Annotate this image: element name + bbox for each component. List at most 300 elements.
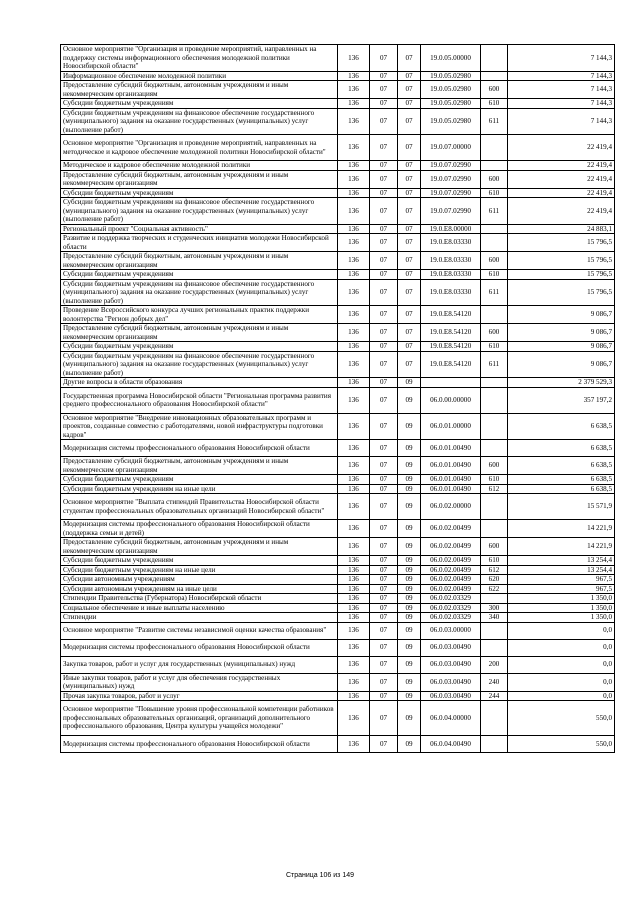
table-row [61, 71, 615, 81]
row-expense-type [481, 701, 508, 736]
table-row [61, 475, 615, 485]
table-row [61, 613, 615, 623]
row-subsection: 09 [398, 575, 421, 585]
row-target: 19.0.07.02990 [421, 198, 481, 225]
row-target: 19.0.E8.54120 [421, 324, 481, 342]
row-target: 19.0.07.00000 [421, 135, 481, 161]
row-target [421, 378, 481, 388]
row-ministry: 136 [338, 324, 370, 342]
row-target: 06.0.03.00490 [421, 656, 481, 673]
table-row [61, 556, 615, 566]
row-sum: 9 086,7 [508, 342, 615, 352]
table-row [61, 457, 615, 475]
table-row [61, 279, 615, 306]
row-expense-type [481, 639, 508, 656]
row-subsection: 07 [398, 270, 421, 280]
row-subsection: 07 [398, 234, 421, 252]
row-ministry: 136 [338, 494, 370, 520]
row-expense-type: 340 [481, 613, 508, 623]
row-section: 07 [370, 520, 398, 538]
row-sum: 7 144,3 [508, 99, 615, 109]
row-sum: 7 144,3 [508, 45, 615, 72]
table-row [61, 387, 615, 413]
row-ministry: 136 [338, 457, 370, 475]
row-ministry: 136 [338, 224, 370, 234]
row-section: 07 [370, 736, 398, 753]
row-target: 06.0.01.00490 [421, 475, 481, 485]
row-ministry: 136 [338, 234, 370, 252]
row-subsection: 09 [398, 440, 421, 457]
row-expense-type: 600 [481, 252, 508, 270]
table-row [61, 520, 615, 538]
row-ministry: 136 [338, 691, 370, 701]
row-ministry: 136 [338, 538, 370, 556]
table-row [61, 673, 615, 691]
row-target: 19.0.E8.54120 [421, 306, 481, 324]
row-sum: 24 883,1 [508, 224, 615, 234]
row-target: 19.0.E8.03330 [421, 270, 481, 280]
row-expense-type [481, 224, 508, 234]
row-name: Субсидии автономным учреждениям [61, 575, 338, 585]
row-expense-type [481, 71, 508, 81]
row-expense-type: 300 [481, 603, 508, 613]
row-sum: 6 638,5 [508, 484, 615, 494]
row-name: Прочая закупка товаров, работ и услуг [61, 691, 338, 701]
row-section: 07 [370, 440, 398, 457]
table-row [61, 45, 615, 72]
row-name: Региональный проект "Социальная активность" [61, 224, 338, 234]
row-name: Субсидии бюджетным учреждениям на иные цели [61, 565, 338, 575]
table-row [61, 603, 615, 613]
row-subsection: 09 [398, 378, 421, 388]
row-section: 07 [370, 342, 398, 352]
table-row [61, 594, 615, 604]
row-sum: 0,0 [508, 639, 615, 656]
row-section: 07 [370, 457, 398, 475]
row-subsection: 07 [398, 351, 421, 378]
row-sum: 0,0 [508, 656, 615, 673]
row-ministry: 136 [338, 475, 370, 485]
row-sum: 6 638,5 [508, 440, 615, 457]
row-expense-type: 612 [481, 565, 508, 575]
row-expense-type [481, 378, 508, 388]
row-section: 07 [370, 594, 398, 604]
row-expense-type: 600 [481, 324, 508, 342]
row-sum: 9 086,7 [508, 306, 615, 324]
row-section: 07 [370, 613, 398, 623]
table-row [61, 701, 615, 736]
row-expense-type: 622 [481, 584, 508, 594]
row-section: 07 [370, 252, 398, 270]
row-name: Субсидии бюджетным учреждениям [61, 188, 338, 198]
table-row [61, 81, 615, 99]
row-section: 07 [370, 584, 398, 594]
row-expense-type: 610 [481, 270, 508, 280]
row-expense-type [481, 306, 508, 324]
row-name: Основное мероприятие "Развитие системы независимой оценки качества образования" [61, 622, 338, 639]
row-ministry: 136 [338, 556, 370, 566]
row-section: 07 [370, 108, 398, 135]
row-sum: 1 350,0 [508, 613, 615, 623]
row-section: 07 [370, 622, 398, 639]
row-target: 06.0.01.00000 [421, 413, 481, 440]
row-name: Модернизация системы профессионального образования Новосибирской области [61, 440, 338, 457]
row-sum: 1 350,0 [508, 594, 615, 604]
row-ministry: 136 [338, 622, 370, 639]
row-section: 07 [370, 188, 398, 198]
table-row [61, 622, 615, 639]
row-name: Субсидии бюджетным учреждениям [61, 99, 338, 109]
row-target: 06.0.02.03329 [421, 613, 481, 623]
row-ministry: 136 [338, 279, 370, 306]
table-row [61, 135, 615, 161]
row-subsection: 07 [398, 252, 421, 270]
row-expense-type: 200 [481, 656, 508, 673]
row-sum: 22 419,4 [508, 170, 615, 188]
row-subsection: 09 [398, 594, 421, 604]
row-section: 07 [370, 351, 398, 378]
row-ministry: 136 [338, 351, 370, 378]
row-ministry: 136 [338, 252, 370, 270]
row-ministry: 136 [338, 270, 370, 280]
budget-table-body [61, 45, 615, 753]
row-subsection: 09 [398, 494, 421, 520]
row-target: 06.0.04.00490 [421, 736, 481, 753]
row-expense-type [481, 387, 508, 413]
row-ministry: 136 [338, 108, 370, 135]
row-name: Государственная программа Новосибирской области "Региональная программа развития среднего профессионального образования Новосибирской области" [61, 387, 338, 413]
row-ministry: 136 [338, 656, 370, 673]
row-expense-type [481, 736, 508, 753]
row-section: 07 [370, 387, 398, 413]
row-expense-type [481, 234, 508, 252]
row-expense-type: 610 [481, 188, 508, 198]
row-target: 19.0.07.02990 [421, 188, 481, 198]
row-section: 07 [370, 279, 398, 306]
row-sum: 0,0 [508, 691, 615, 701]
row-name: Информационное обеспечение молодежной политики [61, 71, 338, 81]
row-name: Закупка товаров, работ и услуг для государственных (муниципальных) нужд [61, 656, 338, 673]
row-ministry: 136 [338, 170, 370, 188]
row-target: 06.0.00.00000 [421, 387, 481, 413]
row-section: 07 [370, 135, 398, 161]
row-ministry: 136 [338, 594, 370, 604]
row-section: 07 [370, 99, 398, 109]
row-target: 06.0.02.00499 [421, 520, 481, 538]
row-section: 07 [370, 161, 398, 171]
row-name: Предоставление субсидий бюджетным, автономным учреждениям и иным некоммерческим организациям [61, 170, 338, 188]
row-section: 07 [370, 575, 398, 585]
row-section: 07 [370, 673, 398, 691]
table-row [61, 170, 615, 188]
row-section: 07 [370, 538, 398, 556]
row-section: 07 [370, 639, 398, 656]
row-ministry: 136 [338, 575, 370, 585]
row-sum: 22 419,4 [508, 198, 615, 225]
row-expense-type: 600 [481, 538, 508, 556]
row-subsection: 07 [398, 99, 421, 109]
row-subsection: 09 [398, 622, 421, 639]
row-name: Основное мероприятие "Внедрение инновационных образовательных программ и проектов, созданные совместно с работодателями, новой инфраструктуры подготовки кадров" [61, 413, 338, 440]
row-subsection: 07 [398, 279, 421, 306]
row-target: 19.0.E8.54120 [421, 342, 481, 352]
row-sum: 9 086,7 [508, 324, 615, 342]
row-target: 06.0.02.00499 [421, 575, 481, 585]
row-expense-type [481, 622, 508, 639]
row-target: 19.0.05.02980 [421, 108, 481, 135]
row-target: 19.0.E8.03330 [421, 234, 481, 252]
row-name: Стипендии [61, 613, 338, 623]
row-sum: 22 419,4 [508, 135, 615, 161]
row-section: 07 [370, 691, 398, 701]
row-subsection: 09 [398, 520, 421, 538]
row-section: 07 [370, 270, 398, 280]
row-sum: 7 144,3 [508, 81, 615, 99]
row-sum: 15 796,5 [508, 252, 615, 270]
row-section: 07 [370, 198, 398, 225]
row-name: Основное мероприятие "Повышение уровня профессиональной компетенции работников профессиональных образовательных организаций, организаций дополнительного профессионального образования, Центра культуры учащейся молодежи" [61, 701, 338, 736]
row-subsection: 09 [398, 701, 421, 736]
row-subsection: 09 [398, 639, 421, 656]
table-row [61, 270, 615, 280]
row-section: 07 [370, 324, 398, 342]
row-section: 07 [370, 234, 398, 252]
row-ministry: 136 [338, 584, 370, 594]
row-subsection: 09 [398, 556, 421, 566]
table-row [61, 198, 615, 225]
row-expense-type: 244 [481, 691, 508, 701]
row-sum: 15 571,9 [508, 494, 615, 520]
row-section: 07 [370, 81, 398, 99]
row-expense-type [481, 413, 508, 440]
row-target: 06.0.03.00490 [421, 673, 481, 691]
table-row [61, 108, 615, 135]
budget-table-page [60, 44, 614, 753]
row-section: 07 [370, 603, 398, 613]
row-sum: 6 638,5 [508, 475, 615, 485]
row-sum: 7 144,3 [508, 108, 615, 135]
row-section: 07 [370, 565, 398, 575]
row-section: 07 [370, 656, 398, 673]
row-expense-type: 610 [481, 99, 508, 109]
row-name: Модернизация системы профессионального образования Новосибирской области [61, 639, 338, 656]
row-subsection: 09 [398, 656, 421, 673]
row-name: Основное мероприятие "Организация и проведение мероприятий, направленных на методическое и кадровое обеспечение молодежной политики Новосибирской области" [61, 135, 338, 161]
table-row [61, 440, 615, 457]
row-sum: 550,0 [508, 701, 615, 736]
row-sum: 15 796,5 [508, 234, 615, 252]
row-subsection: 09 [398, 538, 421, 556]
table-row [61, 252, 615, 270]
row-subsection: 07 [398, 161, 421, 171]
row-sum: 14 221,9 [508, 520, 615, 538]
row-target: 06.0.03.00490 [421, 691, 481, 701]
row-section: 07 [370, 475, 398, 485]
row-subsection: 07 [398, 135, 421, 161]
row-sum: 550,0 [508, 736, 615, 753]
row-ministry: 136 [338, 306, 370, 324]
row-sum: 13 254,4 [508, 556, 615, 566]
row-sum: 6 638,5 [508, 457, 615, 475]
row-sum: 6 638,5 [508, 413, 615, 440]
row-expense-type: 620 [481, 575, 508, 585]
row-name: Развитие и поддержка творческих и студенческих инициатив молодежи Новосибирской области [61, 234, 338, 252]
row-sum: 15 796,5 [508, 270, 615, 280]
row-subsection: 09 [398, 584, 421, 594]
row-expense-type: 610 [481, 475, 508, 485]
table-row [61, 234, 615, 252]
row-ministry: 136 [338, 198, 370, 225]
row-target: 06.0.01.00490 [421, 457, 481, 475]
row-name: Иные закупки товаров, работ и услуг для обеспечения государственных (муниципальных) нужд [61, 673, 338, 691]
row-expense-type: 611 [481, 198, 508, 225]
row-sum: 967,5 [508, 584, 615, 594]
row-expense-type: 240 [481, 673, 508, 691]
row-name: Субсидии автономным учреждениям на иные цели [61, 584, 338, 594]
row-subsection: 07 [398, 224, 421, 234]
row-section: 07 [370, 494, 398, 520]
table-row [61, 188, 615, 198]
table-row [61, 565, 615, 575]
row-expense-type [481, 520, 508, 538]
row-target: 19.0.E8.00000 [421, 224, 481, 234]
row-ministry: 136 [338, 639, 370, 656]
row-ministry: 136 [338, 342, 370, 352]
row-ministry: 136 [338, 520, 370, 538]
row-name: Субсидии бюджетным учреждениям на финансовое обеспечение государственного (муниципального) задания на оказание государственных (муниципальных) услуг (выполнение работ) [61, 279, 338, 306]
row-expense-type [481, 135, 508, 161]
row-section: 07 [370, 413, 398, 440]
row-name: Методическое и кадровое обеспечение молодежной политики [61, 161, 338, 171]
row-name: Социальное обеспечение и иные выплаты населению [61, 603, 338, 613]
row-name: Предоставление субсидий бюджетным, автономным учреждениям и иным некоммерческим организациям [61, 252, 338, 270]
row-name: Стипендии Правительства (Губернатора) Новосибирской области [61, 594, 338, 604]
row-section: 07 [370, 170, 398, 188]
row-ministry: 136 [338, 71, 370, 81]
row-subsection: 07 [398, 71, 421, 81]
row-subsection: 09 [398, 613, 421, 623]
row-target: 06.0.02.03329 [421, 603, 481, 613]
page-number: Страница 106 из 149 [285, 872, 355, 879]
row-expense-type [481, 161, 508, 171]
row-section: 07 [370, 701, 398, 736]
table-row [61, 342, 615, 352]
row-name: Модернизация системы профессионального образования Новосибирской области [61, 736, 338, 753]
row-subsection: 09 [398, 484, 421, 494]
row-subsection: 07 [398, 342, 421, 352]
row-name: Предоставление субсидий бюджетным, автономным учреждениям и иным некоммерческим организациям [61, 538, 338, 556]
row-sum: 22 419,4 [508, 188, 615, 198]
row-target: 06.0.01.00490 [421, 484, 481, 494]
row-subsection: 09 [398, 691, 421, 701]
row-sum: 357 197,2 [508, 387, 615, 413]
row-name: Основное мероприятие "Выплата стипендий Правительства Новосибирской области студентам профессиональных образовательных организаций Новосибирской области" [61, 494, 338, 520]
row-expense-type: 610 [481, 342, 508, 352]
table-row [61, 584, 615, 594]
row-target: 19.0.07.02990 [421, 170, 481, 188]
table-row [61, 484, 615, 494]
row-target: 06.0.02.00499 [421, 538, 481, 556]
row-sum: 967,5 [508, 575, 615, 585]
row-ministry: 136 [338, 378, 370, 388]
table-row [61, 161, 615, 171]
row-ministry: 136 [338, 387, 370, 413]
table-row [61, 306, 615, 324]
table-row [61, 656, 615, 673]
row-name: Основное мероприятие "Организация и проведение мероприятий, направленных на поддержку системы информационного обеспечения молодежной политики Новосибирской области" [61, 45, 338, 72]
row-section: 07 [370, 45, 398, 72]
row-target: 19.0.E8.54120 [421, 351, 481, 378]
row-name: Предоставление субсидий бюджетным, автономным учреждениям и иным некоммерческим организациям [61, 324, 338, 342]
row-target: 19.0.07.02990 [421, 161, 481, 171]
table-row [61, 99, 615, 109]
row-subsection: 09 [398, 457, 421, 475]
row-name: Субсидии бюджетным учреждениям на иные цели [61, 484, 338, 494]
row-ministry: 136 [338, 613, 370, 623]
row-subsection: 09 [398, 475, 421, 485]
row-expense-type: 611 [481, 351, 508, 378]
row-expense-type [481, 45, 508, 72]
row-expense-type: 600 [481, 457, 508, 475]
row-subsection: 07 [398, 198, 421, 225]
row-subsection: 07 [398, 306, 421, 324]
row-target: 06.0.02.00499 [421, 584, 481, 594]
row-name: Субсидии бюджетным учреждениям на финансовое обеспечение государственного (муниципального) задания на оказание государственных (муниципальных) услуг (выполнение работ) [61, 108, 338, 135]
row-expense-type: 600 [481, 81, 508, 99]
row-name: Модернизация системы профессионального образования Новосибирской области (поддержка семьи и детей) [61, 520, 338, 538]
row-name: Другие вопросы в области образования [61, 378, 338, 388]
row-expense-type [481, 440, 508, 457]
row-name: Проведение Всероссийского конкурса лучших региональных практик поддержки волонтерства "Регион добрых дел" [61, 306, 338, 324]
row-sum: 2 379 529,3 [508, 378, 615, 388]
row-ministry: 136 [338, 413, 370, 440]
row-subsection: 09 [398, 603, 421, 613]
table-row [61, 413, 615, 440]
row-target: 06.0.02.00499 [421, 556, 481, 566]
row-ministry: 136 [338, 188, 370, 198]
row-name: Субсидии бюджетным учреждениям [61, 475, 338, 485]
row-ministry: 136 [338, 736, 370, 753]
row-section: 07 [370, 378, 398, 388]
row-ministry: 136 [338, 701, 370, 736]
row-ministry: 136 [338, 81, 370, 99]
row-name: Субсидии бюджетным учреждениям на финансовое обеспечение государственного (муниципального) задания на оказание государственных (муниципальных) услуг (выполнение работ) [61, 351, 338, 378]
row-expense-type [481, 494, 508, 520]
table-row [61, 691, 615, 701]
row-section: 07 [370, 556, 398, 566]
row-ministry: 136 [338, 440, 370, 457]
row-sum: 1 350,0 [508, 603, 615, 613]
row-target: 06.0.02.03329 [421, 594, 481, 604]
row-ministry: 136 [338, 565, 370, 575]
row-target: 19.0.05.00000 [421, 45, 481, 72]
row-subsection: 07 [398, 170, 421, 188]
row-name: Субсидии бюджетным учреждениям на финансовое обеспечение государственного (муниципального) задания на оказание государственных (муниципальных) услуг (выполнение работ) [61, 198, 338, 225]
row-name: Субсидии бюджетным учреждениям [61, 270, 338, 280]
row-section: 07 [370, 484, 398, 494]
row-name: Предоставление субсидий бюджетным, автономным учреждениям и иным некоммерческим организациям [61, 457, 338, 475]
row-subsection: 09 [398, 387, 421, 413]
table-row [61, 736, 615, 753]
row-name: Субсидии бюджетным учреждениям [61, 342, 338, 352]
table-row [61, 575, 615, 585]
row-target: 06.0.03.00000 [421, 622, 481, 639]
row-name: Предоставление субсидий бюджетным, автономным учреждениям и иным некоммерческим организациям [61, 81, 338, 99]
row-target: 06.0.03.00490 [421, 639, 481, 656]
row-subsection: 09 [398, 736, 421, 753]
row-section: 07 [370, 306, 398, 324]
row-target: 19.0.05.02980 [421, 99, 481, 109]
